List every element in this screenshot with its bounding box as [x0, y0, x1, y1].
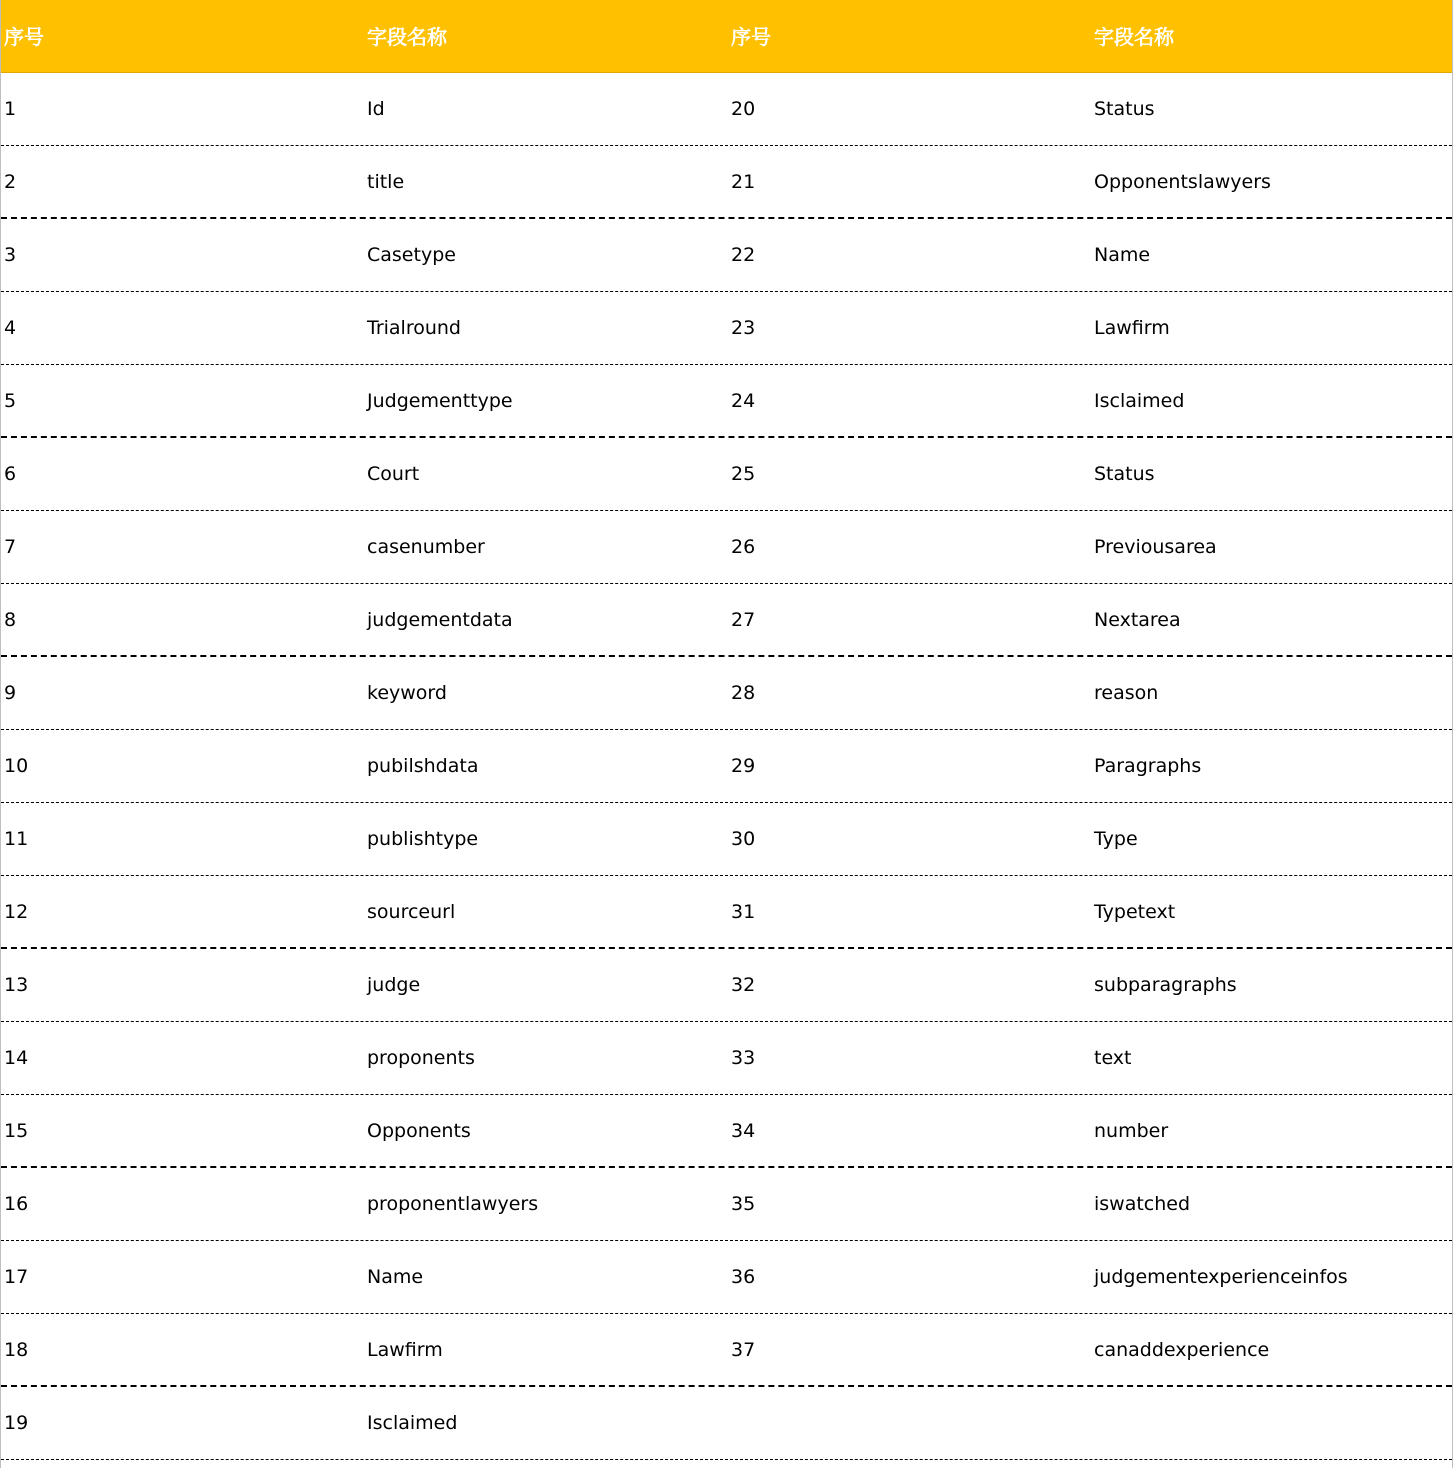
cell-seq-right: 22 — [731, 244, 756, 266]
cell-field-right: subparagraphs — [1094, 974, 1237, 996]
table-row — [1, 219, 1452, 292]
table-body — [1, 73, 1452, 1460]
cell-seq-right: 37 — [731, 1338, 756, 1361]
cell-field-right: Isclaimed — [1094, 389, 1185, 412]
cell-field-right: Name — [1094, 244, 1151, 266]
cell-seq-left: 12 — [4, 900, 29, 923]
cell-field-left: Lawfirm — [367, 1338, 443, 1361]
cell-field-left: proponents — [367, 1047, 475, 1069]
cell-seq-left: 3 — [4, 244, 17, 266]
header-seq-1: 序号 — [4, 24, 44, 49]
cell-field-left: judge — [367, 974, 421, 996]
cell-field-right: Lawfirm — [1094, 317, 1170, 339]
cell-field-right: Typetext — [1094, 900, 1176, 923]
cell-seq-right: 33 — [731, 1047, 756, 1069]
cell-field-left: Isclaimed — [367, 1412, 458, 1434]
cell-field-left: casenumber — [367, 536, 485, 558]
cell-seq-right: 21 — [731, 170, 756, 193]
table-row — [1, 1314, 1452, 1387]
cell-field-right: canaddexperience — [1094, 1338, 1270, 1361]
cell-seq-right: 31 — [731, 900, 756, 923]
cell-field-left: Court — [367, 463, 420, 485]
cell-seq-left: 16 — [4, 1193, 29, 1215]
header-field-name-2: 字段名称 — [1094, 24, 1174, 49]
table-row — [1, 1022, 1452, 1095]
table-row — [1, 365, 1452, 438]
cell-seq-left: 8 — [4, 608, 17, 631]
cell-seq-left: 6 — [4, 463, 17, 485]
cell-seq-left: 7 — [4, 536, 17, 558]
cell-seq-right: 34 — [731, 1119, 756, 1142]
cell-field-left: publishtype — [367, 828, 479, 850]
cell-seq-left: 14 — [4, 1047, 29, 1069]
cell-seq-right: 30 — [731, 828, 756, 850]
table-row — [1, 730, 1452, 803]
table-row — [1, 584, 1452, 657]
cell-field-left: Opponents — [367, 1119, 471, 1142]
table-row — [1, 511, 1452, 584]
cell-field-left: pubilshdata — [367, 755, 479, 777]
cell-seq-right: 20 — [731, 98, 756, 120]
cell-seq-left: 19 — [4, 1412, 29, 1434]
table-row — [1, 657, 1452, 730]
cell-field-right: Type — [1094, 828, 1138, 850]
cell-field-right: Previousarea — [1094, 536, 1217, 558]
cell-field-right: judgementexperienceinfos — [1094, 1266, 1348, 1288]
table-header-row — [1, 0, 1452, 73]
cell-field-left: title — [367, 170, 405, 193]
cell-seq-left: 9 — [4, 682, 17, 704]
cell-seq-right: 35 — [731, 1193, 756, 1215]
cell-seq-left: 18 — [4, 1338, 29, 1361]
cell-seq-left: 11 — [4, 828, 29, 850]
table-row — [1, 1241, 1452, 1314]
header-seq-2: 序号 — [731, 24, 771, 49]
cell-field-right: reason — [1094, 682, 1159, 704]
table-row — [1, 876, 1452, 949]
cell-field-left: Name — [367, 1266, 424, 1288]
table-row — [1, 949, 1452, 1022]
cell-seq-left: 2 — [4, 170, 17, 193]
cell-field-left: Judgementtype — [367, 389, 513, 412]
cell-field-right: Status — [1094, 98, 1155, 120]
table-row — [1, 1095, 1452, 1168]
cell-seq-right: 23 — [731, 317, 756, 339]
cell-seq-left: 15 — [4, 1119, 29, 1142]
cell-field-left: Casetype — [367, 244, 456, 266]
cell-field-left: keyword — [367, 682, 447, 704]
header-field-name-1: 字段名称 — [367, 24, 447, 49]
cell-seq-left: 13 — [4, 974, 29, 996]
cell-field-right: Nextarea — [1094, 608, 1181, 631]
cell-field-right: Opponentslawyers — [1094, 170, 1271, 193]
cell-field-right: text — [1094, 1047, 1132, 1069]
table-row — [1, 1387, 1452, 1460]
cell-seq-left: 1 — [4, 98, 17, 120]
cell-field-right: Paragraphs — [1094, 755, 1202, 777]
cell-seq-left: 10 — [4, 755, 29, 777]
cell-seq-right: 28 — [731, 682, 756, 704]
cell-field-left: Id — [367, 98, 385, 120]
cell-seq-right: 36 — [731, 1266, 756, 1288]
cell-field-right: Status — [1094, 463, 1155, 485]
cell-seq-left: 17 — [4, 1266, 29, 1288]
cell-seq-left: 4 — [4, 317, 17, 339]
cell-field-left: sourceurl — [367, 900, 456, 923]
table-row — [1, 146, 1452, 219]
cell-seq-right: 29 — [731, 755, 756, 777]
cell-field-right: number — [1094, 1119, 1169, 1142]
cell-seq-right: 27 — [731, 608, 756, 631]
cell-seq-right: 26 — [731, 536, 756, 558]
cell-field-left: Trialround — [367, 317, 461, 339]
cell-field-left: judgementdata — [367, 608, 513, 631]
cell-seq-right: 32 — [731, 974, 756, 996]
cell-field-right: iswatched — [1094, 1193, 1191, 1215]
table-row — [1, 1168, 1452, 1241]
cell-seq-right: 24 — [731, 389, 756, 412]
cell-seq-right: 25 — [731, 463, 756, 485]
table-row — [1, 73, 1452, 146]
table-row — [1, 438, 1452, 511]
cell-seq-left: 5 — [4, 389, 17, 412]
cell-field-left: proponentlawyers — [367, 1193, 539, 1215]
table-row — [1, 803, 1452, 876]
table-row — [1, 292, 1452, 365]
